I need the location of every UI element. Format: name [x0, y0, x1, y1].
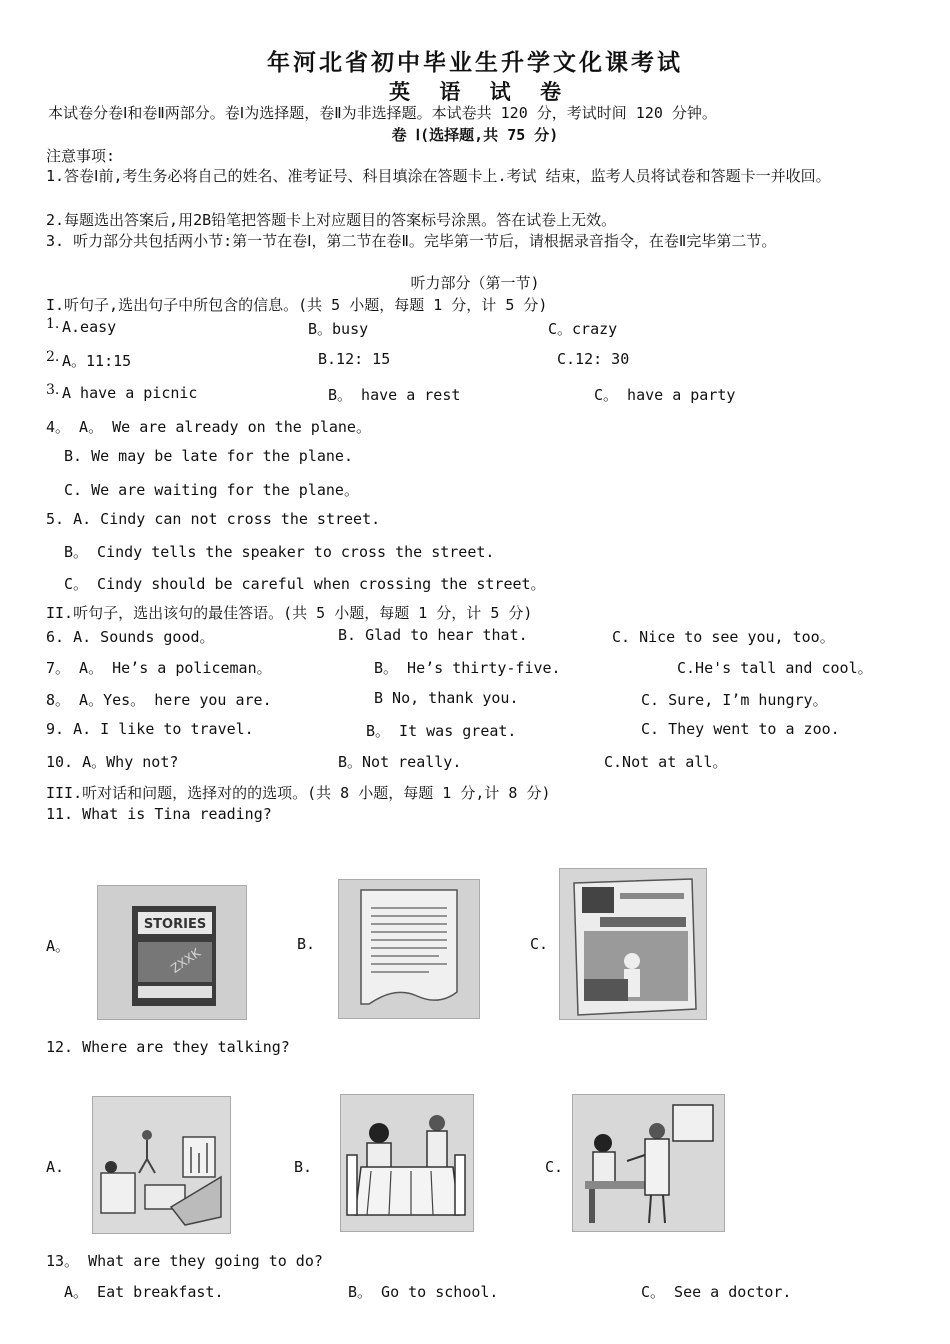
- storybook-illustration: [98, 886, 246, 1019]
- note-item-2: 2.每题选出答案后,用2B铅笔把答题卡上对应题目的答案标号涂黑。答在试卷上无效。: [46, 211, 617, 229]
- q12-label-b: B.: [294, 1158, 313, 1176]
- watermark-text: ZXXK: [168, 945, 204, 976]
- q1-number: 1.: [46, 316, 60, 332]
- q1-option-b: B。busy: [308, 320, 369, 338]
- q12-label-a: A.: [46, 1158, 65, 1176]
- q7-option-c: C.He's tall and cool。: [677, 659, 873, 677]
- part2-title: II.听句子，选出该句的最佳答语。(共 5 小题，每题 1 分，计 5 分): [46, 604, 533, 622]
- q5-option-c: C。 Cindy should be careful when crossing the street。: [64, 575, 546, 593]
- notes-heading: 注意事项:: [46, 147, 116, 165]
- q13-option-c: C。 See a doctor.: [641, 1283, 792, 1301]
- book-title-text: STORIES: [143, 917, 207, 932]
- section1-title: 卷 Ⅰ(选择题,共 75 分): [391, 126, 559, 144]
- newspaper-illustration: [560, 869, 706, 1019]
- q8-option-b: B No, thank you.: [374, 689, 519, 707]
- q12-label-c: C.: [545, 1158, 564, 1176]
- q11-label-c: C.: [530, 935, 549, 953]
- part3-title: III.听对话和问题，选择对的的选项。(共 8 小题，每题 1 分,计 8 分): [46, 784, 551, 802]
- q13-option-a: A。 Eat breakfast.: [64, 1283, 224, 1301]
- q11-label-b: B.: [297, 935, 316, 953]
- note-item-3: 3. 听力部分共包括两小节:第一节在卷Ⅰ，第二节在卷Ⅱ。完毕第一节后，请根据录音指令，在卷Ⅱ完毕第二节。: [46, 232, 777, 250]
- q5-option-b: B。 Cindy tells the speaker to cross the street.: [64, 543, 495, 561]
- part1-title: I.听句子,选出句子中所包含的信息。(共 5 小题，每题 1 分，计 5 分): [46, 296, 548, 314]
- listening-heading: 听力部分（第一节): [410, 274, 540, 292]
- q9-option-c: C. They went to a zoo.: [641, 720, 840, 738]
- q2-number: 2.: [46, 349, 60, 365]
- q11-question: 11. What is Tina reading?: [46, 805, 272, 823]
- letter-illustration: [339, 880, 479, 1018]
- q1-option-c: C。crazy: [548, 320, 618, 338]
- q3-option-a: A have a picnic: [62, 384, 198, 402]
- exam-subtitle: 英 语 试 卷: [389, 80, 561, 104]
- q4-option-b: B. We may be late for the plane.: [64, 447, 353, 465]
- q12-image-a-livingroom: [92, 1096, 231, 1234]
- q7-option-a: 7。 A。 He’s a policeman。: [46, 659, 272, 677]
- q8-option-c: C. Sure, I’m hungry。: [641, 691, 828, 709]
- q8-option-a: 8。 A。Yes。 here you are.: [46, 691, 272, 709]
- q4-option-c: C. We are waiting for the plane。: [64, 481, 359, 499]
- q13-option-b: B。 Go to school.: [348, 1283, 499, 1301]
- q11-image-c-newspaper: [559, 868, 707, 1020]
- q9-option-b: B。 It was great.: [366, 722, 517, 740]
- note-item-1: 1.答卷Ⅰ前,考生务必将自己的姓名、准考证号、科目填涂在答题卡上.考试 结束，监考人员将试卷和答题卡一并收回。: [46, 167, 831, 185]
- q13-question: 13。 What are they going to do?: [46, 1252, 323, 1270]
- q6-option-a: 6. A. Sounds good。: [46, 628, 215, 646]
- q10-option-b: B。Not really.: [338, 753, 462, 771]
- q3-option-c: C。 have a party: [594, 386, 736, 404]
- q1-option-a: A.easy: [62, 318, 117, 336]
- exam-title: 年河北省初中毕业生升学文化课考试: [267, 50, 683, 76]
- livingroom-illustration: [93, 1097, 230, 1233]
- q3-number: 3.: [46, 382, 60, 398]
- q10-option-c: C.Not at all。: [604, 753, 728, 771]
- q11-image-b-letter: [338, 879, 480, 1019]
- q9-option-a: 9. A. I like to travel.: [46, 720, 254, 738]
- q2-option-a: A。11:15: [62, 352, 132, 370]
- q5-option-a: 5. A. Cindy can not cross the street.: [46, 510, 381, 528]
- q7-option-b: B。 He’s thirty-five.: [374, 659, 561, 677]
- q6-option-b: B. Glad to hear that.: [338, 626, 528, 644]
- q3-option-b: B。 have a rest: [328, 386, 461, 404]
- exam-intro: 本试卷分卷Ⅰ和卷Ⅱ两部分。卷Ⅰ为选择题，卷Ⅱ为非选择题。本试卷共 120 分，考试时间 120 分钟。: [48, 104, 717, 122]
- office-illustration: [573, 1095, 724, 1231]
- q10-option-a: 10. A。Why not?: [46, 753, 179, 771]
- q11-label-a: A。: [46, 937, 71, 955]
- q12-image-b-restaurant: [340, 1094, 474, 1232]
- q12-image-c-office: [572, 1094, 725, 1232]
- q4-option-a: 4。 A。 We are already on the plane。: [46, 418, 371, 436]
- q11-image-a-storybook: [97, 885, 247, 1020]
- q6-option-c: C. Nice to see you, too。: [612, 628, 835, 646]
- restaurant-illustration: [341, 1095, 473, 1231]
- q12-question: 12. Where are they talking?: [46, 1038, 290, 1056]
- q2-option-c: C.12: 30: [557, 350, 630, 368]
- q2-option-b: B.12: 15: [318, 350, 391, 368]
